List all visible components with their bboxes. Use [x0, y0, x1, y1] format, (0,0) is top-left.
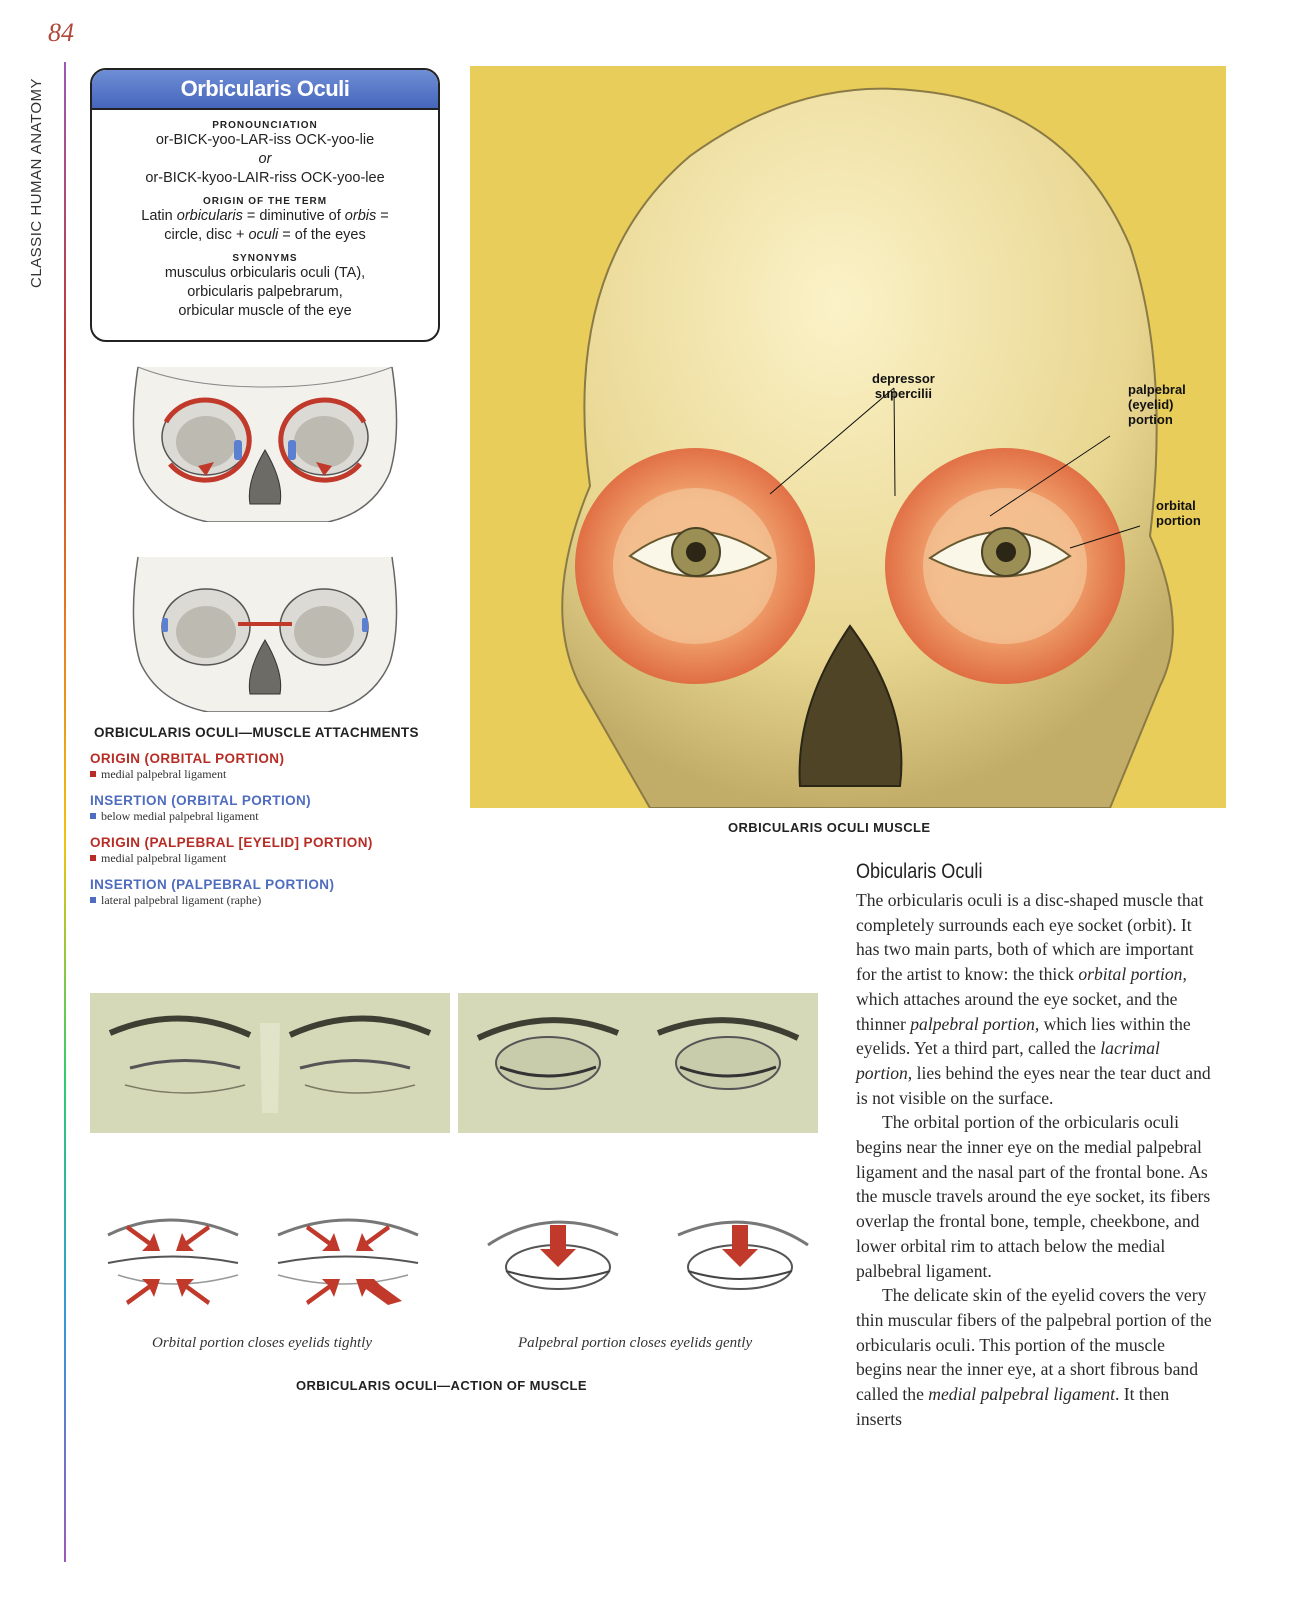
article-title: Obicularis Oculi: [856, 860, 983, 883]
synonym-2: orbicularis palpebrarum,: [187, 284, 343, 300]
caption-palpebral-action: Palpebral portion closes eyelids gently: [518, 1335, 753, 1351]
attachment-insertion-orbital: INSERTION (ORBITAL PORTION) below medial palpebral ligament: [90, 793, 312, 823]
main-figure-caption: ORBICULARIS OCULI MUSCLE: [728, 820, 931, 835]
article-body: [856, 888, 1212, 1431]
blue-square-icon: [90, 897, 96, 903]
info-card-title: Orbicularis Oculi: [92, 70, 438, 110]
label-orbital-portion: orbital portion: [1156, 498, 1201, 528]
info-card: [90, 68, 440, 342]
article-paragraph-2: The orbital portion of the orbicularis oculi begins near the inner eye on the medial palpebral ligament and the nasal part of the frontal bone. As the muscle travels around the eye socket, its fibers overlap the frontal bone, temple, cheekbone, and lower orbital rim to attach below the medial palbebral ligament.: [856, 1112, 1211, 1281]
skull-diagram-orbital: [128, 362, 402, 522]
eyes-closed-tight-drawing: [90, 993, 450, 1133]
skull-diagram-palpebral: [128, 552, 402, 712]
article-paragraph-1: The orbicularis oculi is a disc-shaped muscle that completely surrounds each eye socket (orbit). It has two main parts, both of which are important for the artist to know: the thick orbital portion, which attaches around the eye socket, and the thinner palpebral portion, which lies within the eyelids. Yet a third part, called the lacrimal portion, lies behind the eyes near the tear duct and is not visible on the surface.: [856, 890, 1211, 1108]
running-head: CLASSIC HUMAN ANATOMY: [28, 78, 45, 288]
pronunciation-or: or: [258, 151, 272, 167]
origin-line-2: circle, disc + oculi = of the eyes: [164, 227, 366, 243]
article-paragraph-3: The delicate skin of the eyelid covers the very thin muscular fibers of the palpebral portion of the orbicularis oculi. This portion of the muscle begins near the inner eye, at a short fibrous band called the medial palpebral ligament. It then inserts: [856, 1285, 1212, 1429]
action-title: ORBICULARIS OCULI—ACTION OF MUSCLE: [296, 1378, 587, 1393]
side-rule: [64, 62, 66, 1562]
red-square-icon: [90, 771, 96, 777]
pronunciation-2: or-BICK-kyoo-LAIR-riss OCK-yoo-lee: [145, 170, 385, 186]
synonyms-label: SYNONYMS: [232, 253, 298, 264]
blue-square-icon: [90, 813, 96, 819]
red-square-icon: [90, 855, 96, 861]
pronunciation-1: or-BICK-yoo-LAR-iss OCK-yoo-lie: [155, 132, 375, 148]
origin-line-1: Latin orbicularis = diminutive of orbis =: [141, 208, 389, 224]
attachments-title: ORBICULARIS OCULI—MUSCLE ATTACHMENTS: [94, 725, 419, 740]
eyes-closed-gently-drawing: [458, 993, 818, 1133]
caption-orbital-action: Orbital portion closes eyelids tightly: [152, 1335, 372, 1351]
palpebral-action-sketch: [478, 1205, 818, 1315]
attachment-insertion-palpebral: INSERTION (PALPEBRAL PORTION) lateral palpebral ligament (raphe): [90, 877, 335, 907]
label-palpebral-portion: palpebral (eyelid) portion: [1128, 382, 1186, 427]
orbital-action-sketch: [98, 1205, 428, 1315]
label-depressor-supercilii: depressor supercilii: [872, 371, 935, 401]
attachment-origin-palpebral: ORIGIN (PALPEBRAL [EYELID] PORTION) medial palpebral ligament: [90, 835, 373, 865]
synonym-3: orbicular muscle of the eye: [178, 303, 352, 319]
skull-illustration: [470, 66, 1226, 808]
pronunciation-label: PRONOUNCIATION: [212, 120, 318, 131]
page-number: 84: [48, 18, 74, 47]
synonym-1: musculus orbicularis oculi (TA),: [164, 265, 366, 281]
attachment-origin-orbital: ORIGIN (ORBITAL PORTION) medial palpebral ligament: [90, 751, 285, 781]
origin-label: ORIGIN OF THE TERM: [202, 196, 328, 207]
